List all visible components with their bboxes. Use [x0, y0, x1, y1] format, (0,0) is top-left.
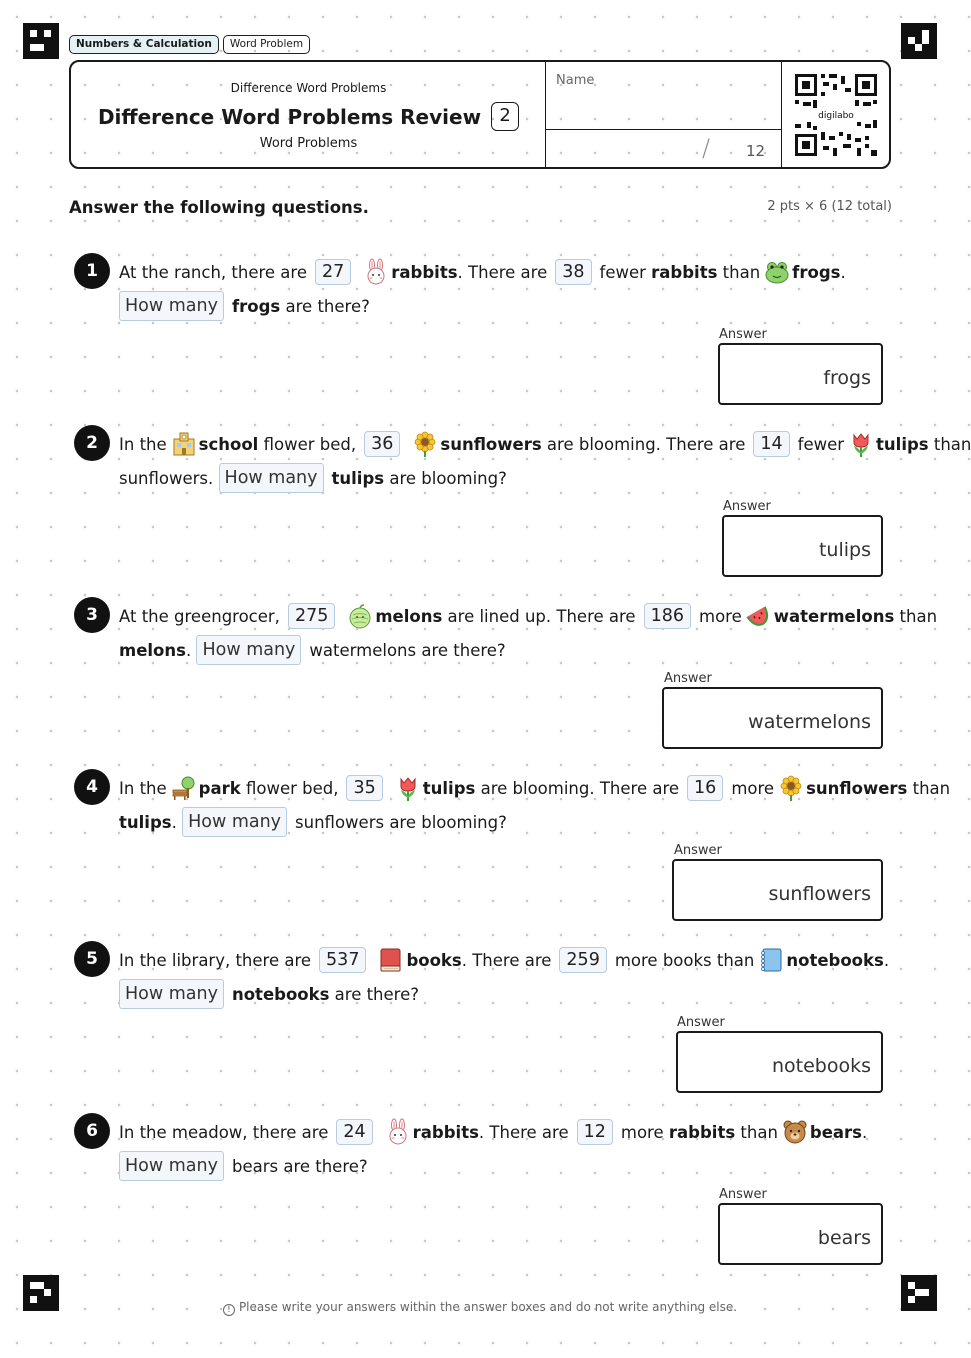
- info-icon: !: [223, 1304, 235, 1316]
- number-box: 16: [687, 775, 723, 801]
- text: sunflowers.: [119, 468, 214, 488]
- keyword: melons: [375, 606, 443, 626]
- worksheet-number: 2: [491, 102, 519, 131]
- question-text-line-1: [119, 774, 950, 802]
- keyword: frogs: [792, 262, 841, 282]
- text: . There are: [478, 1122, 569, 1142]
- question-text-line-1: [119, 258, 846, 286]
- question-number: 6: [74, 1113, 110, 1149]
- keyword: tulips: [422, 778, 476, 798]
- answer-label: Answer: [664, 671, 712, 686]
- text: more: [620, 1122, 664, 1142]
- keyword: rabbits: [651, 262, 718, 282]
- text: than: [912, 778, 951, 798]
- corner-marker-top-right: [901, 23, 937, 59]
- sunflower-icon: [778, 775, 804, 801]
- frog-icon: [764, 259, 790, 285]
- name-area[interactable]: [545, 62, 782, 167]
- how-many-box: How many: [119, 1151, 224, 1181]
- answer-box[interactable]: bears: [718, 1203, 883, 1265]
- text: than: [740, 1122, 778, 1142]
- question-text-line-1: [119, 1118, 867, 1146]
- text: are blooming. There are: [480, 778, 680, 798]
- text: .: [171, 812, 177, 832]
- name-label: Name: [556, 73, 595, 88]
- number-box: 259: [559, 947, 606, 973]
- text: more: [731, 778, 775, 798]
- question-text-line-1: [119, 602, 937, 630]
- tag-type: Word Problem: [223, 35, 310, 54]
- text: are blooming?: [389, 468, 507, 488]
- text: .: [862, 1122, 868, 1142]
- watermelon-icon: [746, 603, 772, 629]
- tulip-icon: [395, 775, 421, 801]
- text: In the: [119, 778, 167, 798]
- question-number: 4: [74, 769, 110, 805]
- points-info: 2 pts × 6 (12 total): [767, 199, 892, 214]
- number-box: 35: [346, 775, 382, 801]
- how-many-box: How many: [119, 291, 224, 321]
- keyword: notebooks: [786, 950, 884, 970]
- keyword: sunflowers: [806, 778, 908, 798]
- answer-box[interactable]: frogs: [718, 343, 883, 405]
- text: In the library, there are: [119, 950, 312, 970]
- keyword: sunflowers: [440, 434, 542, 454]
- text: . There are: [461, 950, 552, 970]
- number-box: 14: [753, 431, 789, 457]
- number-box: 38: [555, 259, 591, 285]
- corner-marker-top-left: [23, 23, 59, 59]
- text: fewer: [797, 434, 845, 454]
- text: flower bed,: [263, 434, 357, 454]
- tulip-icon: [848, 431, 874, 457]
- rabbit-icon: [385, 1119, 411, 1145]
- number-box: 275: [288, 603, 335, 629]
- keyword: notebooks: [231, 984, 330, 1004]
- footer-note: [0, 1300, 960, 1316]
- bear-icon: [782, 1119, 808, 1145]
- keyword: tulips: [119, 812, 172, 832]
- footer-text: Please write your answers within the answer boxes and do not write anything else.: [238, 1300, 738, 1314]
- how-many-box: How many: [219, 463, 324, 493]
- title-area: [71, 62, 546, 167]
- question-text-line-2: [119, 636, 506, 664]
- question-text-line-2: [119, 464, 507, 492]
- keyword: rabbits: [391, 262, 458, 282]
- text: more books than: [614, 950, 755, 970]
- answer-box[interactable]: notebooks: [676, 1031, 883, 1093]
- answer-box[interactable]: tulips: [722, 515, 883, 577]
- number-box: 24: [336, 1119, 372, 1145]
- number-box: 186: [644, 603, 691, 629]
- question-number: 3: [74, 597, 110, 633]
- name-divider: [546, 129, 781, 130]
- answer-label: Answer: [677, 1015, 725, 1030]
- question-text-line-1: [119, 946, 889, 974]
- answer-label: Answer: [719, 327, 767, 342]
- qr-label: digilabo: [818, 111, 854, 121]
- keyword: tulips: [331, 468, 385, 488]
- score-slash: /: [702, 134, 711, 162]
- sunflower-icon: [412, 431, 438, 457]
- number-box: 12: [577, 1119, 613, 1145]
- melon-icon: [347, 603, 373, 629]
- how-many-box: How many: [196, 635, 301, 665]
- category-tags: [69, 35, 310, 54]
- text: fewer: [599, 262, 646, 282]
- text: are there?: [334, 984, 419, 1004]
- keyword: melons: [119, 640, 186, 660]
- notebook-icon: [758, 947, 784, 973]
- number-box: 27: [315, 259, 351, 285]
- text: more: [699, 606, 742, 626]
- text: At the greengrocer,: [119, 606, 280, 626]
- worksheet-title: [71, 102, 546, 131]
- instructions: Answer the following questions.: [69, 198, 369, 217]
- how-many-box: How many: [119, 979, 224, 1009]
- keyword: books: [406, 950, 462, 970]
- keyword: frogs: [231, 296, 281, 316]
- rabbit-icon: [363, 259, 389, 285]
- question-text-line-2: [119, 292, 370, 320]
- score-total: 12: [746, 142, 766, 160]
- qr-code-icon: [793, 72, 879, 158]
- park-icon: [171, 775, 197, 801]
- question-text-line-2: [119, 980, 419, 1008]
- question-text-line-1: [119, 430, 971, 458]
- answer-box[interactable]: sunflowers: [672, 859, 883, 921]
- text: than: [722, 262, 761, 282]
- keyword: rabbits: [412, 1122, 479, 1142]
- question-number: 5: [74, 941, 110, 977]
- text: flower bed,: [245, 778, 339, 798]
- number-box: 537: [319, 947, 366, 973]
- keyword: tulips: [876, 434, 929, 454]
- question-text-line-2: [119, 1152, 368, 1180]
- worksheet-title-text: Difference Word Problems Review: [97, 104, 482, 129]
- how-many-box: How many: [182, 807, 287, 837]
- text: are there?: [285, 296, 370, 316]
- text: are lined up. There are: [447, 606, 636, 626]
- question-number: 2: [74, 425, 110, 461]
- school-icon: [171, 431, 197, 457]
- answer-label: Answer: [719, 1187, 767, 1202]
- text: .: [185, 640, 192, 660]
- worksheet-subtitle: Difference Word Problems: [230, 81, 387, 95]
- question-number: 1: [74, 253, 110, 289]
- text: .: [840, 262, 846, 282]
- text: .: [883, 950, 890, 970]
- text: than: [933, 434, 971, 454]
- text: In the meadow, there are: [119, 1122, 329, 1142]
- answer-label: Answer: [723, 499, 771, 514]
- keyword: park: [198, 778, 241, 798]
- answer-box[interactable]: watermelons: [662, 687, 883, 749]
- worksheet-header: [69, 60, 891, 169]
- keyword: rabbits: [668, 1122, 736, 1142]
- answer-label: Answer: [674, 843, 722, 858]
- text: bears are there?: [231, 1156, 368, 1176]
- text: than: [899, 606, 938, 626]
- worksheet-caption: Word Problems: [259, 136, 358, 151]
- text: are blooming. There are: [546, 434, 746, 454]
- text: . There are: [457, 262, 548, 282]
- text: At the ranch, there are: [119, 262, 307, 282]
- keyword: bears: [809, 1122, 863, 1142]
- number-box: 36: [364, 431, 400, 457]
- text: sunflowers are blooming?: [295, 812, 507, 832]
- text: In the: [119, 434, 167, 454]
- tag-category: Numbers & Calculation: [69, 35, 219, 54]
- keyword: school: [198, 434, 259, 454]
- book-icon: [378, 947, 404, 973]
- text: watermelons are there?: [309, 640, 506, 660]
- keyword: watermelons: [773, 606, 895, 626]
- question-text-line-2: [119, 808, 507, 836]
